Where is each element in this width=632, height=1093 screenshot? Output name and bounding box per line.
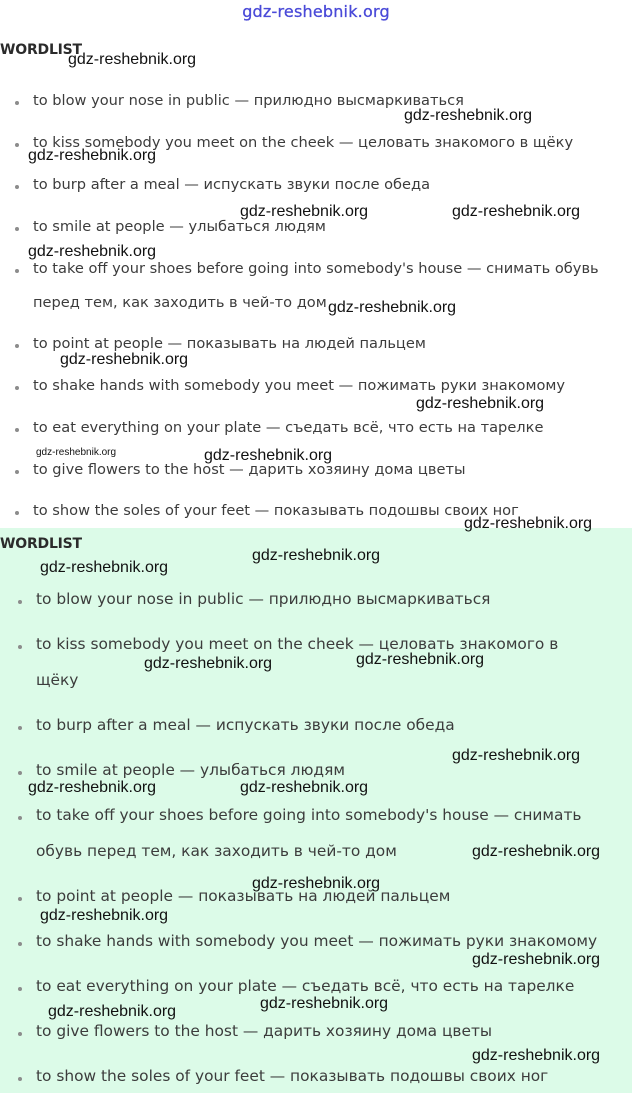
watermark-text: gdz-reshebnik.org: [28, 779, 157, 796]
item-text: to take off your shoes before going into somebody's house — снимать: [36, 806, 582, 824]
watermark-text: gdz-reshebnik.org: [252, 547, 381, 564]
bullet-icon: [15, 511, 19, 515]
bullet-icon: [15, 227, 19, 231]
watermark-text: gdz-reshebnik.org: [252, 875, 381, 892]
watermark-text: gdz-reshebnik.org: [472, 843, 601, 860]
watermark-text: gdz-reshebnik.org: [240, 779, 369, 796]
item-text-continuation: щёку: [36, 671, 79, 689]
item-text: to show the soles of your feet — показывать подошвы своих ног: [36, 1067, 549, 1085]
watermark-text: gdz-reshebnik.org: [240, 203, 369, 220]
bullet-icon: [15, 344, 19, 348]
item-text: to kiss somebody you meet on the cheek — целовать знакомого в: [36, 635, 559, 653]
item-text: to eat everything on your plate — съедать всё, что есть на тарелке: [36, 977, 575, 995]
item-text-continuation: перед тем, как заходить в чей-то дом: [33, 294, 327, 311]
item-text: to give flowers to the host — дарить хозяину дома цветы: [33, 461, 466, 478]
item-text: to point at people — показывать на людей пальцем: [33, 335, 426, 352]
item-text: to burp after a meal — испускать звуки после обеда: [36, 716, 455, 734]
wordlist-heading: WORDLIST: [0, 42, 82, 58]
bullet-icon: [15, 428, 19, 432]
item-text: to kiss somebody you meet on the cheek — целовать знакомого в щёку: [33, 134, 574, 151]
watermark-text: gdz-reshebnik.org: [472, 1047, 601, 1064]
watermark-text: gdz-reshebnik.org: [472, 951, 601, 968]
bullet-icon: [15, 101, 19, 105]
watermark-text: gdz-reshebnik.org: [204, 447, 333, 464]
bullet-icon: [15, 143, 19, 147]
watermark-text: gdz-reshebnik.org: [404, 107, 533, 124]
watermark-text: gdz-reshebnik.org: [40, 559, 169, 576]
watermark-text: gdz-reshebnik.org: [356, 651, 485, 668]
bullet-icon: [15, 269, 19, 273]
watermark-text: gdz-reshebnik.org: [464, 515, 593, 532]
item-text: to give flowers to the host — дарить хозяину дома цветы: [36, 1022, 493, 1040]
bullet-icon: [18, 600, 22, 604]
bullet-icon: [15, 470, 19, 474]
watermark-text: gdz-reshebnik.org: [452, 203, 581, 220]
watermark-text: gdz-reshebnik.org: [144, 655, 273, 672]
item-text: to burp after a meal — испускать звуки после обеда: [33, 176, 431, 193]
watermark-text: gdz-reshebnik.org: [68, 51, 197, 68]
watermark-text: gdz-reshebnik.org: [60, 351, 189, 368]
watermark-text: gdz-reshebnik.org: [28, 147, 157, 164]
watermark-text: gdz-reshebnik.org: [416, 395, 545, 412]
item-text: to point at people — показывать на людей пальцем: [36, 887, 451, 905]
watermark-text: gdz-reshebnik.org: [28, 243, 157, 260]
watermark-text: gdz-reshebnik.org: [260, 995, 389, 1012]
item-text: to shake hands with somebody you meet — пожимать руки знакомому: [36, 932, 598, 950]
bullet-icon: [15, 185, 19, 189]
item-text: to smile at people — улыбаться людям: [36, 761, 345, 779]
item-text: to shake hands with somebody you meet — пожимать руки знакомому: [33, 377, 566, 394]
item-text: to take off your shoes before going into somebody's house — снимать обувь: [33, 260, 599, 277]
bullet-icon: [18, 645, 22, 649]
item-text: to smile at people — улыбаться людям: [33, 218, 326, 235]
watermark-text: gdz-reshebnik.org: [48, 1003, 177, 1020]
item-text: to show the soles of your feet — показывать подошвы своих ног: [33, 502, 519, 519]
item-text-continuation: обувь перед тем, как заходить в чей-то дом: [36, 842, 397, 860]
item-text: to eat everything on your plate — съедать всё, что есть на тарелке: [33, 419, 544, 436]
site-header-watermark: gdz-reshebnik.org: [242, 2, 390, 21]
bullet-icon: [18, 816, 22, 820]
bullet-icon: [18, 987, 22, 991]
watermark-text: gdz-reshebnik.org: [36, 447, 117, 458]
watermark-text: gdz-reshebnik.org: [452, 747, 581, 764]
watermark-text: gdz-reshebnik.org: [328, 299, 457, 316]
item-text: to blow your nose in public — прилюдно высмаркиваться: [36, 590, 491, 608]
bullet-icon: [18, 897, 22, 901]
bullet-icon: [18, 942, 22, 946]
bullet-icon: [15, 386, 19, 390]
bullet-icon: [18, 1032, 22, 1036]
bullet-icon: [18, 771, 22, 775]
wordlist-heading: WORDLIST: [0, 536, 82, 552]
item-text: to blow your nose in public — прилюдно высмаркиваться: [33, 92, 464, 109]
bullet-icon: [18, 726, 22, 730]
bullet-icon: [18, 1077, 22, 1081]
watermark-text: gdz-reshebnik.org: [40, 907, 169, 924]
